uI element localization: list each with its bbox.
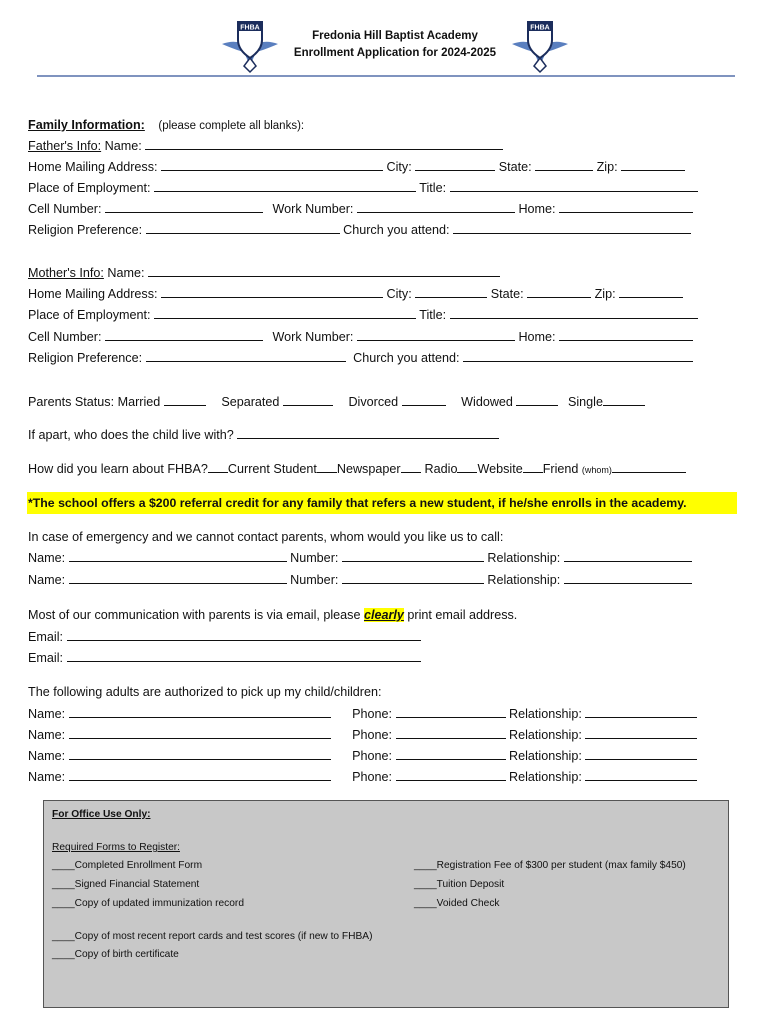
school-name: Fredonia Hill Baptist Academy <box>312 30 478 42</box>
emergency-contact-row: Name: Number: Relationship: <box>28 549 692 567</box>
father-church-field[interactable] <box>453 221 691 234</box>
office-checklist-item: ____Signed Financial Statement <box>52 879 200 890</box>
father-name-row: Father's Info: Name: <box>28 137 503 155</box>
emergency-number-field[interactable] <box>342 549 484 562</box>
father-work-field[interactable] <box>357 200 515 213</box>
mother-name-row: Mother's Info: Name: <box>28 264 500 282</box>
logo-text: FHBA <box>530 24 550 32</box>
email-intro: Most of our communication with parents is via email, please clearly print email address. <box>28 608 518 622</box>
office-checklist-item: ____Copy of updated immunization record <box>52 898 244 909</box>
pickup-phone-field[interactable] <box>396 705 506 718</box>
child-lives-with-field[interactable] <box>237 426 499 439</box>
email-row: Email: <box>28 649 421 667</box>
pickup-phone-field[interactable] <box>396 768 506 781</box>
mother-cell-field[interactable] <box>105 328 263 341</box>
learn-current-student-field[interactable] <box>208 460 228 473</box>
mother-address-field[interactable] <box>161 285 383 298</box>
family-info-heading: Family Information: (please complete all blanks): <box>28 118 305 132</box>
mother-religion-row: Religion Preference: Church you attend: <box>28 349 693 367</box>
logo-text: FHBA <box>240 24 260 32</box>
office-checklist-item: ____Copy of most recent report cards and test scores (if new to FHBA) <box>52 931 373 942</box>
status-divorced-field[interactable] <box>402 393 446 406</box>
fhba-shield-logo <box>220 18 280 74</box>
mother-church-field[interactable] <box>463 349 693 362</box>
father-employment-row: Place of Employment: Title: <box>28 179 698 197</box>
father-address-field[interactable] <box>161 158 383 171</box>
pickup-relationship-field[interactable] <box>585 747 697 760</box>
emergency-number-field[interactable] <box>342 571 484 584</box>
mother-state-field[interactable] <box>527 285 591 298</box>
emergency-name-field[interactable] <box>69 571 287 584</box>
mother-info-label: Mother's Info: <box>28 266 104 280</box>
pickup-name-field[interactable] <box>69 726 331 739</box>
status-married-field[interactable] <box>164 393 206 406</box>
mother-employment-row: Place of Employment: Title: <box>28 306 698 324</box>
header-divider <box>37 75 735 77</box>
pickup-phone-field[interactable] <box>396 747 506 760</box>
pickup-name-field[interactable] <box>69 768 331 781</box>
father-zip-field[interactable] <box>621 158 685 171</box>
mother-city-field[interactable] <box>415 285 487 298</box>
email-field[interactable] <box>67 628 421 641</box>
father-employment-field[interactable] <box>154 179 416 192</box>
father-religion-field[interactable] <box>146 221 340 234</box>
emergency-relationship-field[interactable] <box>564 571 692 584</box>
mother-name-field[interactable] <box>148 264 500 277</box>
office-subheading: Required Forms to Register: <box>52 842 180 853</box>
father-religion-row: Religion Preference: Church you attend: <box>28 221 691 239</box>
status-widowed-field[interactable] <box>516 393 558 406</box>
mother-title-field[interactable] <box>450 306 698 319</box>
header-title <box>280 28 510 62</box>
office-checklist-item: ____Voided Check <box>414 898 500 909</box>
child-lives-with-row: If apart, who does the child live with? <box>28 426 499 444</box>
pickup-intro: The following adults are authorized to pick up my child/children: <box>28 685 382 699</box>
status-single-field[interactable] <box>603 393 645 406</box>
mother-religion-field[interactable] <box>146 349 346 362</box>
mother-home-field[interactable] <box>559 328 693 341</box>
emergency-contact-row: Name: Number: Relationship: <box>28 571 692 589</box>
learn-website-field[interactable] <box>457 460 477 473</box>
father-city-field[interactable] <box>415 158 495 171</box>
pickup-phone-field[interactable] <box>396 726 506 739</box>
father-address-row: Home Mailing Address: City: State: Zip: <box>28 158 685 176</box>
pickup-relationship-field[interactable] <box>585 768 697 781</box>
emergency-name-field[interactable] <box>69 549 287 562</box>
learn-newspaper-field[interactable] <box>317 460 337 473</box>
father-home-field[interactable] <box>559 200 693 213</box>
father-title-field[interactable] <box>450 179 698 192</box>
pickup-relationship-field[interactable] <box>585 726 697 739</box>
father-state-field[interactable] <box>535 158 593 171</box>
parents-status-row: Parents Status: Married Separated Divorced Widowed Single <box>28 393 645 411</box>
emergency-intro: In case of emergency and we cannot contact parents, whom would you like us to call: <box>28 530 504 544</box>
learn-about-row: How did you learn about FHBA? Current Student Newspaper Radio Website Friend (whom) <box>28 460 686 478</box>
pickup-row: Name: Phone: Relationship: <box>28 705 697 723</box>
learn-radio-field[interactable] <box>401 460 421 473</box>
pickup-row: Name: Phone: Relationship: <box>28 726 697 744</box>
office-checklist-item: ____Registration Fee of $300 per student (max family $450) <box>414 860 686 871</box>
email-row: Email: <box>28 628 421 646</box>
clearly-emphasis: clearly <box>363 608 404 622</box>
father-cell-field[interactable] <box>105 200 263 213</box>
father-phone-row: Cell Number: Work Number: Home: <box>28 200 693 218</box>
fhba-shield-logo <box>510 18 570 74</box>
office-checklist-item: ____Copy of birth certificate <box>52 949 179 960</box>
form-header <box>220 18 570 78</box>
mother-zip-field[interactable] <box>619 285 683 298</box>
pickup-name-field[interactable] <box>69 747 331 760</box>
mother-address-row: Home Mailing Address: City: State: Zip: <box>28 285 683 303</box>
pickup-row: Name: Phone: Relationship: <box>28 768 697 786</box>
office-use-box <box>43 800 729 1008</box>
mother-work-field[interactable] <box>357 328 515 341</box>
pickup-relationship-field[interactable] <box>585 705 697 718</box>
pickup-row: Name: Phone: Relationship: <box>28 747 697 765</box>
office-checklist-item: ____Tuition Deposit <box>414 879 505 890</box>
email-field[interactable] <box>67 649 421 662</box>
pickup-name-field[interactable] <box>69 705 331 718</box>
emergency-relationship-field[interactable] <box>564 549 692 562</box>
office-checklist-item: ____Completed Enrollment Form <box>52 860 203 871</box>
mother-phone-row: Cell Number: Work Number: Home: <box>28 328 693 346</box>
father-name-field[interactable] <box>145 137 503 150</box>
referral-notice: *The school offers a $200 referral credit for any family that refers a new student, if he/she enrolls in the academy. <box>27 492 737 514</box>
status-separated-field[interactable] <box>283 393 333 406</box>
form-title: Enrollment Application for 2024-2025 <box>293 47 497 59</box>
office-heading: For Office Use Only: <box>52 809 151 820</box>
learn-friend-whom-field[interactable] <box>612 460 686 473</box>
learn-friend-field[interactable] <box>523 460 543 473</box>
mother-employment-field[interactable] <box>154 306 416 319</box>
father-info-label: Father's Info: <box>28 139 102 153</box>
